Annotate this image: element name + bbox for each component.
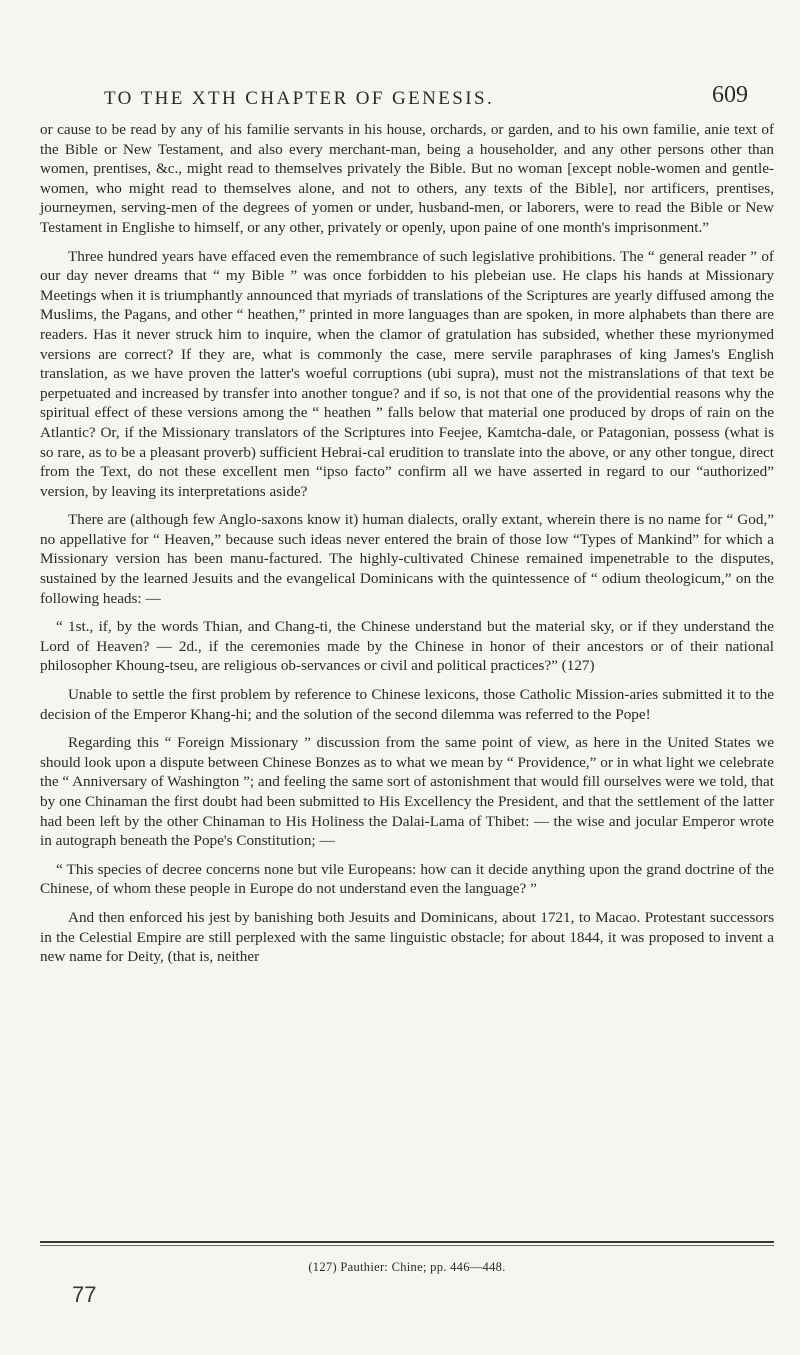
paragraph: Three hundred years have effaced even the remembrance of such legislative prohibitions. The “ general reader ” of our day never dreams that “ my Bible ” was once forbidden to his plebeian use. He claps his hands at Missionary Meetings when it is triumphantly announced that myriads of translations of the Scriptures are yearly diffused among the Muslims, the Pagans, and other “ heathen,” printed in more languages than are spoken, in more alphabets than there are readers. Has it never struck him to inquire, when the clamor of gratulation has subsided, whether these myrionymed versions are correct? If they are, what is commonly the case, mere servile paraphrases of king James's English translation, as we have proven the latter's woeful corruptions (ubi supra), must not the mistranslations of that text be perpetuated and increased by transfer into another tongue? and if so, is not that one of the providential reasons why the spiritual effect of these versions among the “ heathen ” falls below that material one produced by drops of rain on the Atlantic? Or, if the Missionary translators of the Scriptures into Feejee, Kamtcha-dale, or Patagonian, possess (what is so rare, as to be a pleasant proverb) sufficient Hebrai-cal erudition to translate into the above, or any other tongue, direct from the Text, do not these excellent men “ipso facto” confirm all we have asserted in regard to our “authorized” version, by leaving its interpretations aside? <box>40 247 774 500</box>
footnote: (127) Pauthier: Chine; pp. 446—448. <box>308 1260 506 1274</box>
footnote-rule <box>40 1241 774 1243</box>
paragraph: Unable to settle the first problem by reference to Chinese lexicons, those Catholic Mission-aries submitted it to the decision of the Emperor Khang-hi; and the solution of the second dilemma was referred to the Pope! <box>40 686 774 723</box>
running-head: TO THE XTH CHAPTER OF GENESIS. <box>104 88 495 109</box>
paragraph: Regarding this “ Foreign Missionary ” discussion from the same point of view, as here in the United States we should look upon a dispute between Chinese Bonzes as to what we mean by “ Providence,” or in what light we celebrate the “ Anniversary of Washington ”; and feeling the same sort of astonishment that would fill ourselves were we told, that by one Chinaman the first doubt had been submitted to His Excellency the President, and that the settlement of the latter had been left by the other Chinaman to His Holiness the Dalai-Lama of Thibet: — the wise and jocular Emperor wrote in autograph beneath the Pope's Constitution; — <box>40 734 774 850</box>
paragraph: or cause to be read by any of his familie servants in his house, orchards, or garden, and to his own familie, anie text of the Bible or New Testament, and also every merchant-man, being a householder, and any other persons other than women, prentises, &c., might read to themselves privately the Bible. But no woman [except noble-women and gentle-women, who might read to themselves alone, and not to others, any texts of the Bible], nor artificers, prentises, journeymen, serving-men of the degrees of yomen or under, husband-men, or laborers, were to read the Bible or New Testament in Englishe to himself, or any other, privately or openly, upon paine of one month's imprisonment.” <box>40 121 774 236</box>
signature-mark: 77 <box>72 1282 97 1307</box>
footnote-rule-thin <box>40 1245 774 1246</box>
block-quote: “ This species of decree concerns none but vile Europeans: how can it decide anything upon the grand doctrine of the Chinese, of whom these people in Europe do not understand even the language? ” <box>40 860 774 898</box>
page-number: 609 <box>712 82 748 108</box>
paragraph: There are (although few Anglo-saxons know it) human dialects, orally extant, wherein there is no name for “ God,” no appellative for “ Heaven,” because such ideas never entered the brain of those low “Types of Mankind” for which a Missionary version has been manu-factured. The highly-cultivated Chinese remained impenetrable to the disputes, sustained by the learned Jesuits and the evangelical Dominicans with the quintessence of “ odium theologicum,” on the following heads: — <box>40 511 774 607</box>
body-text <box>40 120 774 976</box>
block-quote: “ 1st., if, by the words Thian, and Chang-ti, the Chinese understand but the material sky, or if they understand the Lord of Heaven? — 2d., if the ceremonies made by the Chinese in honor of their ancestors or of their national philosopher Khoung-tseu, are religious ob-servances or civil and political practices?” (127) <box>40 618 774 675</box>
paragraph: And then enforced his jest by banishing both Jesuits and Dominicans, about 1721, to Macao. Protestant successors in the Celestial Empire are still perplexed with the same linguistic obstacle; for about 1844, it was proposed to invent a new name for Deity, (that is, neither <box>40 908 774 966</box>
